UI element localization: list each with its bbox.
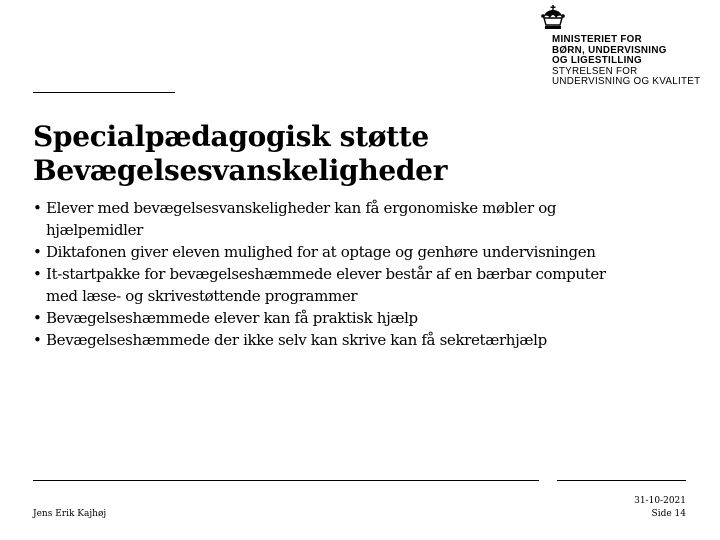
logo-line: OG LIGESTILLING: [552, 55, 642, 66]
footer-meta: [634, 495, 686, 521]
logo-line: BØRN, UNDERVISNING: [552, 44, 667, 56]
bullet-text-line: Bevægelseshæmmede der ikke selv kan skrive kan få sekretærhjælp: [46, 331, 547, 349]
footer-author: Jens Erik Kajhøj: [33, 509, 107, 519]
bullet-text-line: hjælpemidler: [46, 221, 143, 239]
bullet-item: [33, 329, 693, 351]
top-left-rule: [33, 92, 175, 93]
ministry-name: [552, 35, 700, 88]
bullet-marker: •: [33, 199, 42, 217]
slide-title: [33, 120, 447, 188]
ministry-logo: [540, 4, 710, 86]
bullet-text-line: Bevægelseshæmmede elever kan få praktisk hjælp: [46, 309, 418, 327]
logo-line: UNDERVISNING OG KVALITET: [552, 76, 701, 87]
bullet-item: [33, 197, 693, 241]
footer-date: 31-10-2021: [634, 496, 686, 506]
bullet-marker: •: [33, 265, 42, 283]
bullet-text-line: It-startpakke for bevægelseshæmmede elever består af en bærbar computer: [46, 265, 606, 283]
title-line: Specialpædagogisk støtte: [33, 120, 429, 153]
logo-line: MINISTERIET FOR: [552, 34, 642, 45]
bullet-marker: •: [33, 309, 42, 327]
title-line: Bevægelsesvanskeligheder: [33, 154, 448, 187]
bullet-item: [33, 307, 693, 329]
bullet-text-line: med læse- og skrivestøttende programmer: [46, 287, 358, 305]
bullet-marker: •: [33, 331, 42, 349]
bullet-item: [33, 263, 693, 307]
crown-icon: [540, 4, 566, 32]
bullet-text-line: Diktafonen giver eleven mulighed for at optage og genhøre undervisningen: [46, 243, 596, 261]
bullet-list: [33, 197, 693, 351]
logo-line: STYRELSEN FOR: [552, 65, 638, 77]
footer-rule-right: [557, 480, 686, 481]
footer-page-number: Side 14: [651, 509, 686, 519]
bullet-item: [33, 241, 693, 263]
bullet-marker: •: [33, 243, 42, 261]
footer-rule-left: [33, 480, 539, 481]
bullet-text-line: Elever med bevægelsesvanskeligheder kan få ergonomiske møbler og: [46, 199, 557, 217]
